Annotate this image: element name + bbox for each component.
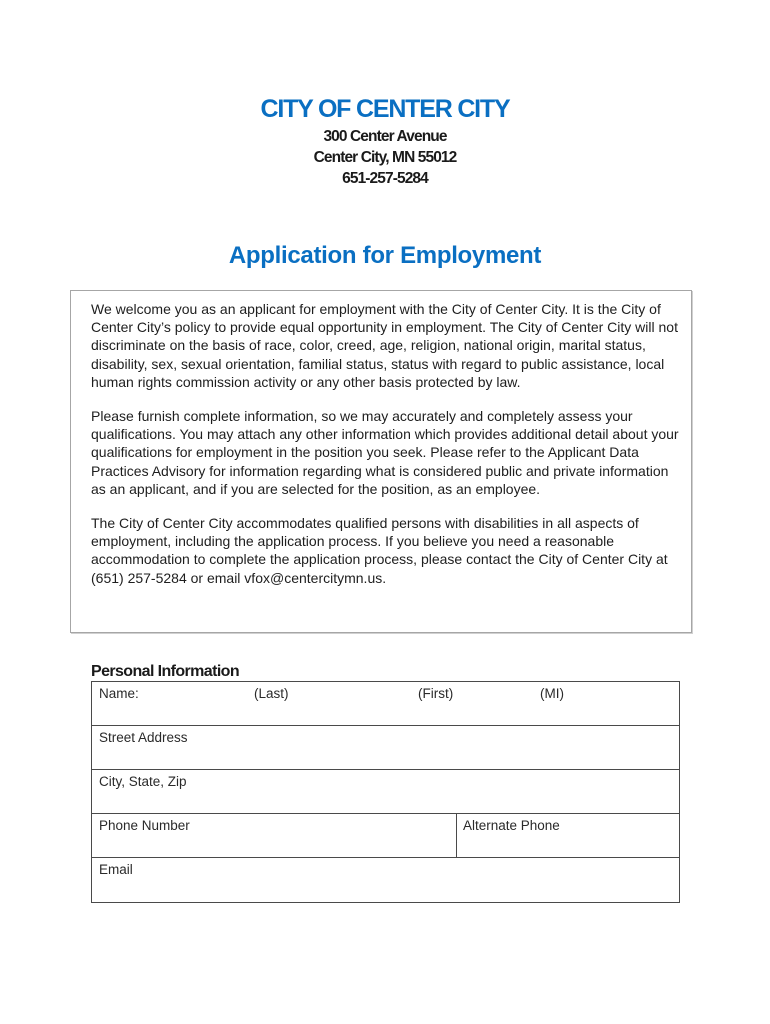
phone-divider bbox=[456, 814, 457, 857]
first-name-label: (First) bbox=[418, 686, 454, 701]
city-name: CITY OF CENTER CITY bbox=[260, 95, 510, 123]
intro-box bbox=[70, 290, 692, 633]
section-title-personal-information: Personal Information bbox=[91, 663, 240, 680]
document-title: Application for Employment bbox=[228, 242, 542, 269]
street-address-label: Street Address bbox=[99, 730, 188, 745]
city-state-zip-field[interactable] bbox=[92, 770, 679, 814]
intro-paragraph-1: We welcome you as an applicant for employment with the City of Center City. It is the City of Center City’s policy to provide equal opportunity in employment. The City of Center City will not discriminate on the basis of race, color, creed, age, religion, national origin, marital status, disability, sex, sexual orientation, familial status, status with regard to public assistance, local human rights commission activity or any other basis protected by law. bbox=[91, 301, 678, 390]
address-line-2: Center City, MN 55012 bbox=[313, 149, 457, 166]
city-state-zip-label: City, State, Zip bbox=[99, 774, 187, 789]
intro-paragraph-3: The City of Center City accommodates qualified persons with disabilities in all aspects of employment, including the application process. If you believe you need a reasonable accommodation to complete the application process, please contact the City of Center City at (651) 257-5284 or email vfox@centercitymn.us. bbox=[91, 515, 668, 586]
letterhead bbox=[0, 94, 770, 189]
street-address-field[interactable] bbox=[92, 726, 679, 770]
email-label: Email bbox=[99, 862, 133, 877]
phone-row bbox=[92, 814, 679, 858]
intro-paragraph-2: Please furnish complete information, so we may accurately and completely assess your qualifications. You may attach any other information which provides additional detail about your qualifications for employment in the position you seek. Please refer to the Applicant Data Practices Advisory for information regarding what is considered public and private information as an applicant, and if you are selected for the position, as an employee. bbox=[91, 408, 679, 497]
phone-number-label: Phone Number bbox=[99, 818, 190, 833]
middle-initial-label: (MI) bbox=[540, 686, 564, 701]
city-phone: 651-257-5284 bbox=[342, 170, 428, 187]
last-name-label: (Last) bbox=[254, 686, 289, 701]
name-field[interactable] bbox=[92, 682, 679, 726]
name-label: Name: bbox=[99, 686, 139, 701]
personal-information-form bbox=[91, 681, 680, 903]
alternate-phone-label: Alternate Phone bbox=[463, 818, 560, 833]
email-field[interactable] bbox=[92, 858, 679, 902]
address-line-1: 300 Center Avenue bbox=[323, 128, 447, 145]
